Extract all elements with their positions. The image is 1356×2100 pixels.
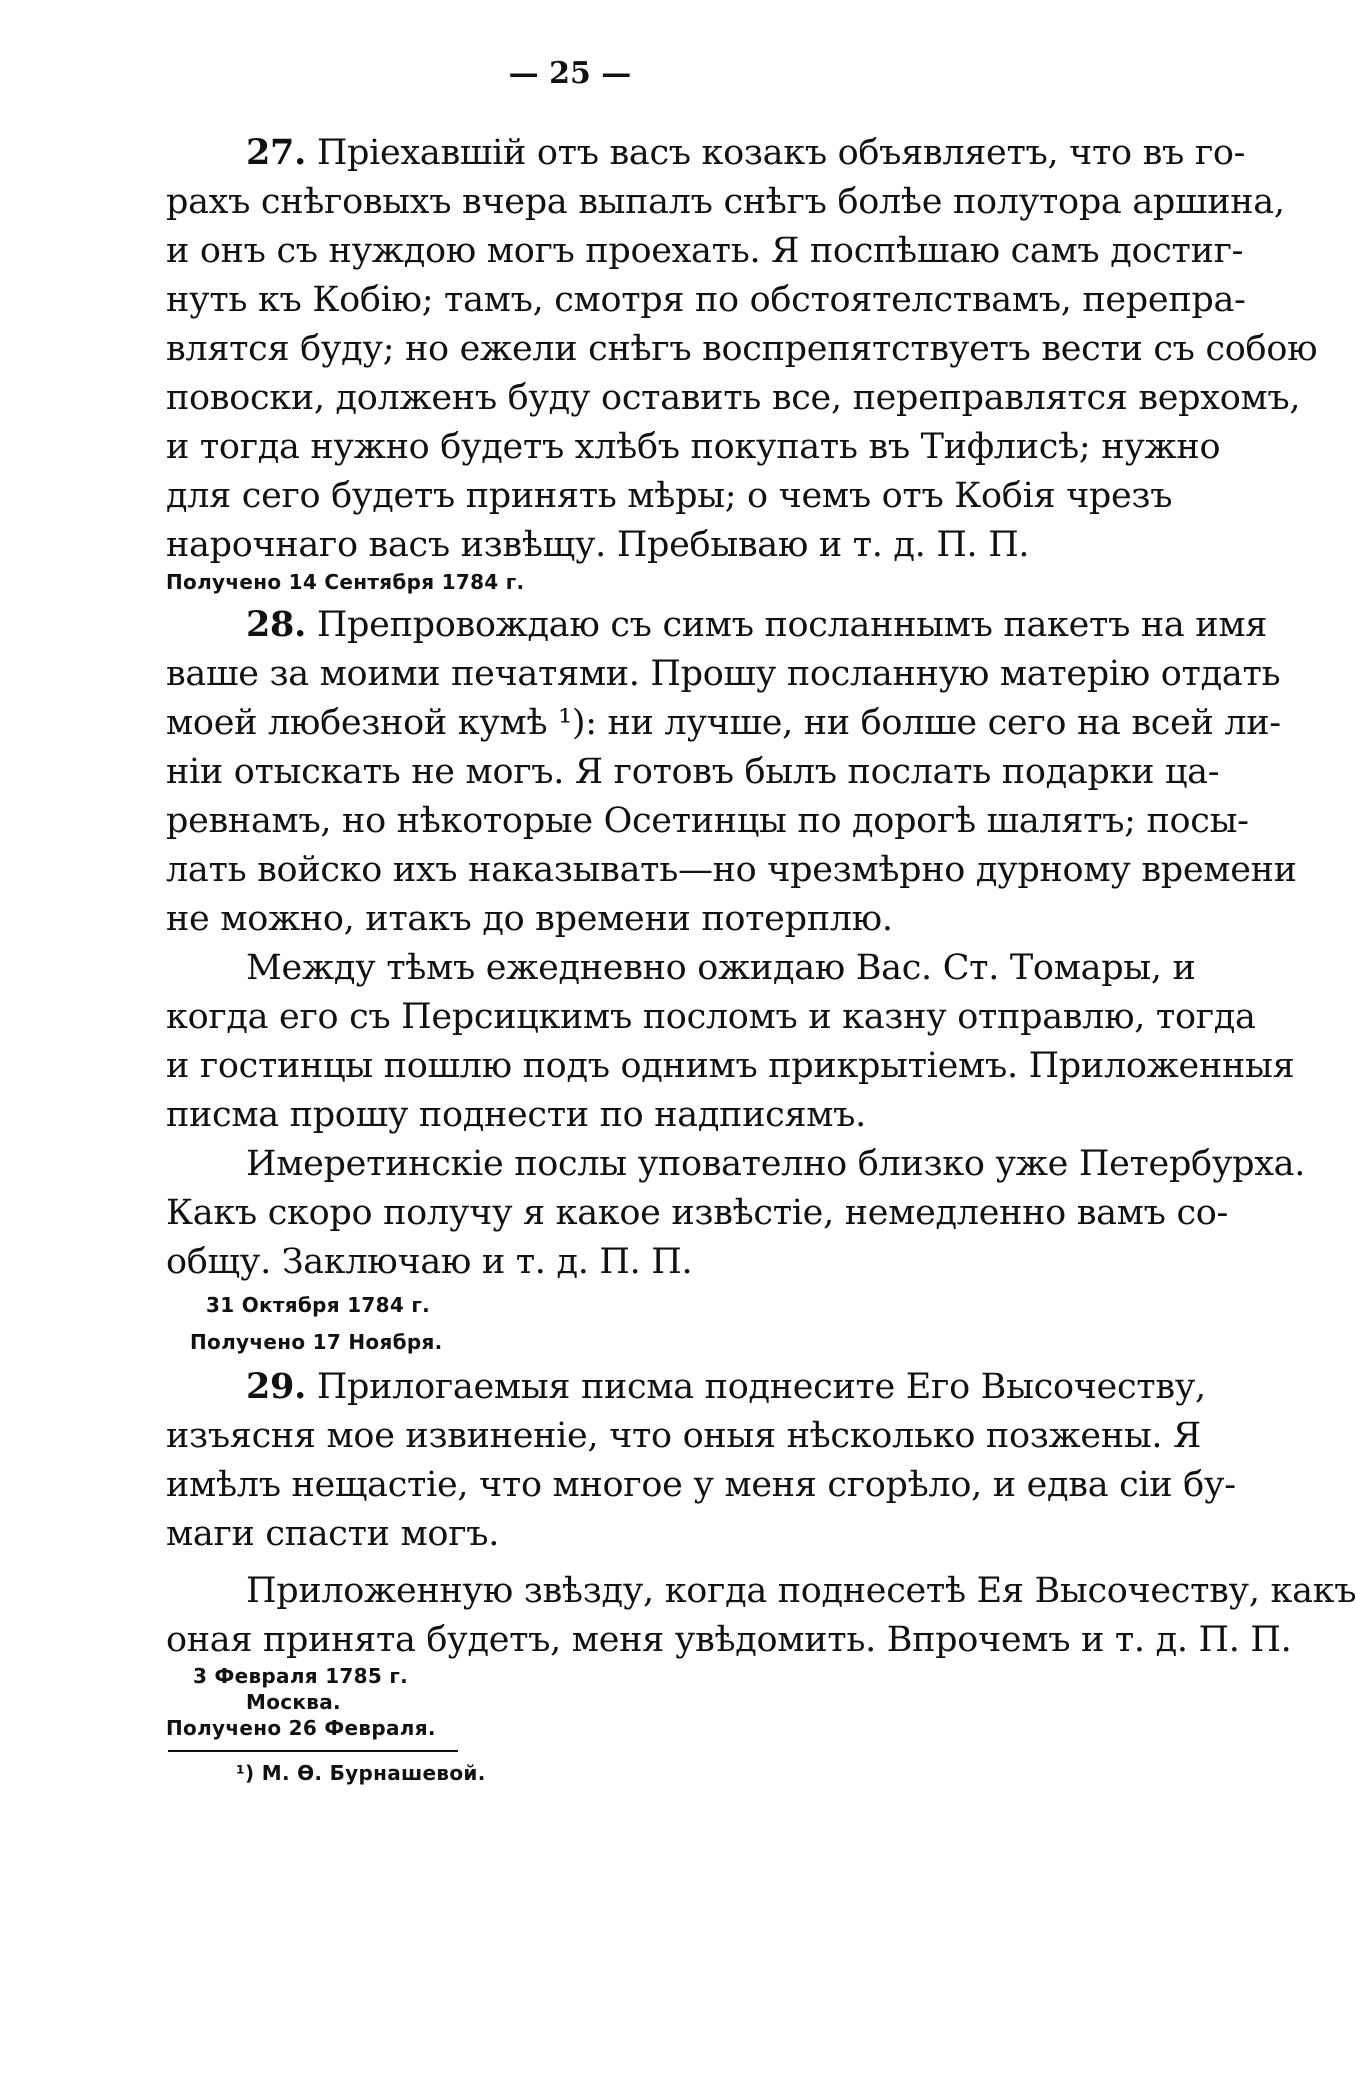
text-line: рахъ снѣговыхъ вчера выпалъ снѣгъ болѣе полутора аршина, (166, 182, 1285, 222)
text-line: моей любезной кумѣ ¹): ни лучше, ни болше сего на всей ли- (166, 703, 1281, 743)
text-line: не можно, итакъ до времени потерплю. (166, 899, 893, 939)
received-note: Получено 17 Ноября. (190, 1330, 443, 1354)
letter-number: 29. (246, 1366, 306, 1407)
text-line: ревнамъ, но нѣкоторые Осетинцы по дорогѣ шалятъ; посы- (166, 801, 1249, 841)
footnote: ¹) М. Ѳ. Бурнашевой. (236, 1761, 486, 1785)
text-line: и тогда нужно будетъ хлѣбъ покупать въ Тифлисѣ; нужно (166, 427, 1221, 467)
text-line: Между тѣмъ ежедневно ожидаю Вас. Ст. Томары, и (246, 948, 1196, 988)
text-line: 29. Прилогаемыя писма поднесите Его Высочеству, (246, 1366, 1206, 1407)
text-line: нарочнаго васъ извѣщу. Пребываю и т. д. П. П. (166, 525, 1030, 565)
letter-29-paragraph (166, 1362, 1236, 1559)
place-note: Москва. (246, 1690, 341, 1714)
text-line: и гостинцы пошлю подъ однимъ прикрытіемъ. Приложенныя (166, 1046, 1295, 1086)
text-line: 28. Препровождаю съ симъ посланнымъ пакетъ на имя (246, 604, 1268, 645)
letter-number: 27. (246, 132, 306, 173)
text-line: повоски, долженъ буду оставить все, переправлятся верхомъ, (166, 378, 1301, 418)
footnote-divider (168, 1750, 458, 1752)
date-note: 3 Февраля 1785 г. (193, 1664, 408, 1688)
letter-27-paragraph (166, 128, 1318, 570)
text-line: нуть къ Кобію; тамъ, смотря по обстоятелствамъ, перепра- (166, 280, 1246, 320)
date-note: 31 Октября 1784 г. (206, 1293, 430, 1317)
text-line: влятся буду; но ежели снѣгъ воспрепятствуетъ вести съ собою (166, 329, 1318, 369)
text-line: имѣлъ нещастіе, что многое у меня сгорѣло, и едва сіи бу- (166, 1465, 1236, 1505)
text-line: и онъ съ нуждою могъ проехать. Я поспѣшаю самъ достиг- (166, 231, 1244, 271)
text-line: писма прошу поднести по надписямъ. (166, 1095, 866, 1135)
letter-29-paragraph-2 (166, 1567, 1356, 1665)
text-line: 27. Пріехавшій отъ васъ козакъ объявляетъ, что въ го- (246, 132, 1246, 173)
letter-28-paragraph (166, 600, 1306, 1287)
text-line: Какъ скоро получу я какое извѣстіе, немедленно вамъ со- (166, 1193, 1229, 1233)
letter-number: 28. (246, 604, 306, 645)
received-note: Получено 14 Сентября 1784 г. (166, 570, 525, 594)
page-number: — 25 — (508, 56, 632, 91)
received-note: Получено 26 Февраля. (166, 1716, 436, 1740)
text-line: Приложенную звѣзду, когда поднесетѣ Ея Высочеству, какъ (246, 1571, 1356, 1611)
text-line: для сего будетъ принять мѣры; о чемъ отъ Кобія чрезъ (166, 476, 1173, 516)
text-line: общу. Заключаю и т. д. П. П. (166, 1242, 693, 1282)
text-line: маги спасти могъ. (166, 1514, 500, 1554)
text-line: изъясня мое извиненіе, что оныя нѣсколько позжены. Я (166, 1416, 1202, 1456)
text-line: оная принята будетъ, меня увѣдомить. Впрочемъ и т. д. П. П. (166, 1620, 1292, 1660)
text-line: ніи отыскать не могъ. Я готовъ былъ послать подарки ца- (166, 752, 1220, 792)
text-line: когда его съ Персицкимъ посломъ и казну отправлю, тогда (166, 997, 1256, 1037)
text-line: лать войско ихъ наказывать—но чрезмѣрно дурному времени (166, 850, 1297, 890)
text-line: ваше за моими печатями. Прошу посланную матерію отдать (166, 654, 1281, 694)
text-line: Имеретинскіе послы упователно близко уже Петербурха. (246, 1144, 1306, 1184)
